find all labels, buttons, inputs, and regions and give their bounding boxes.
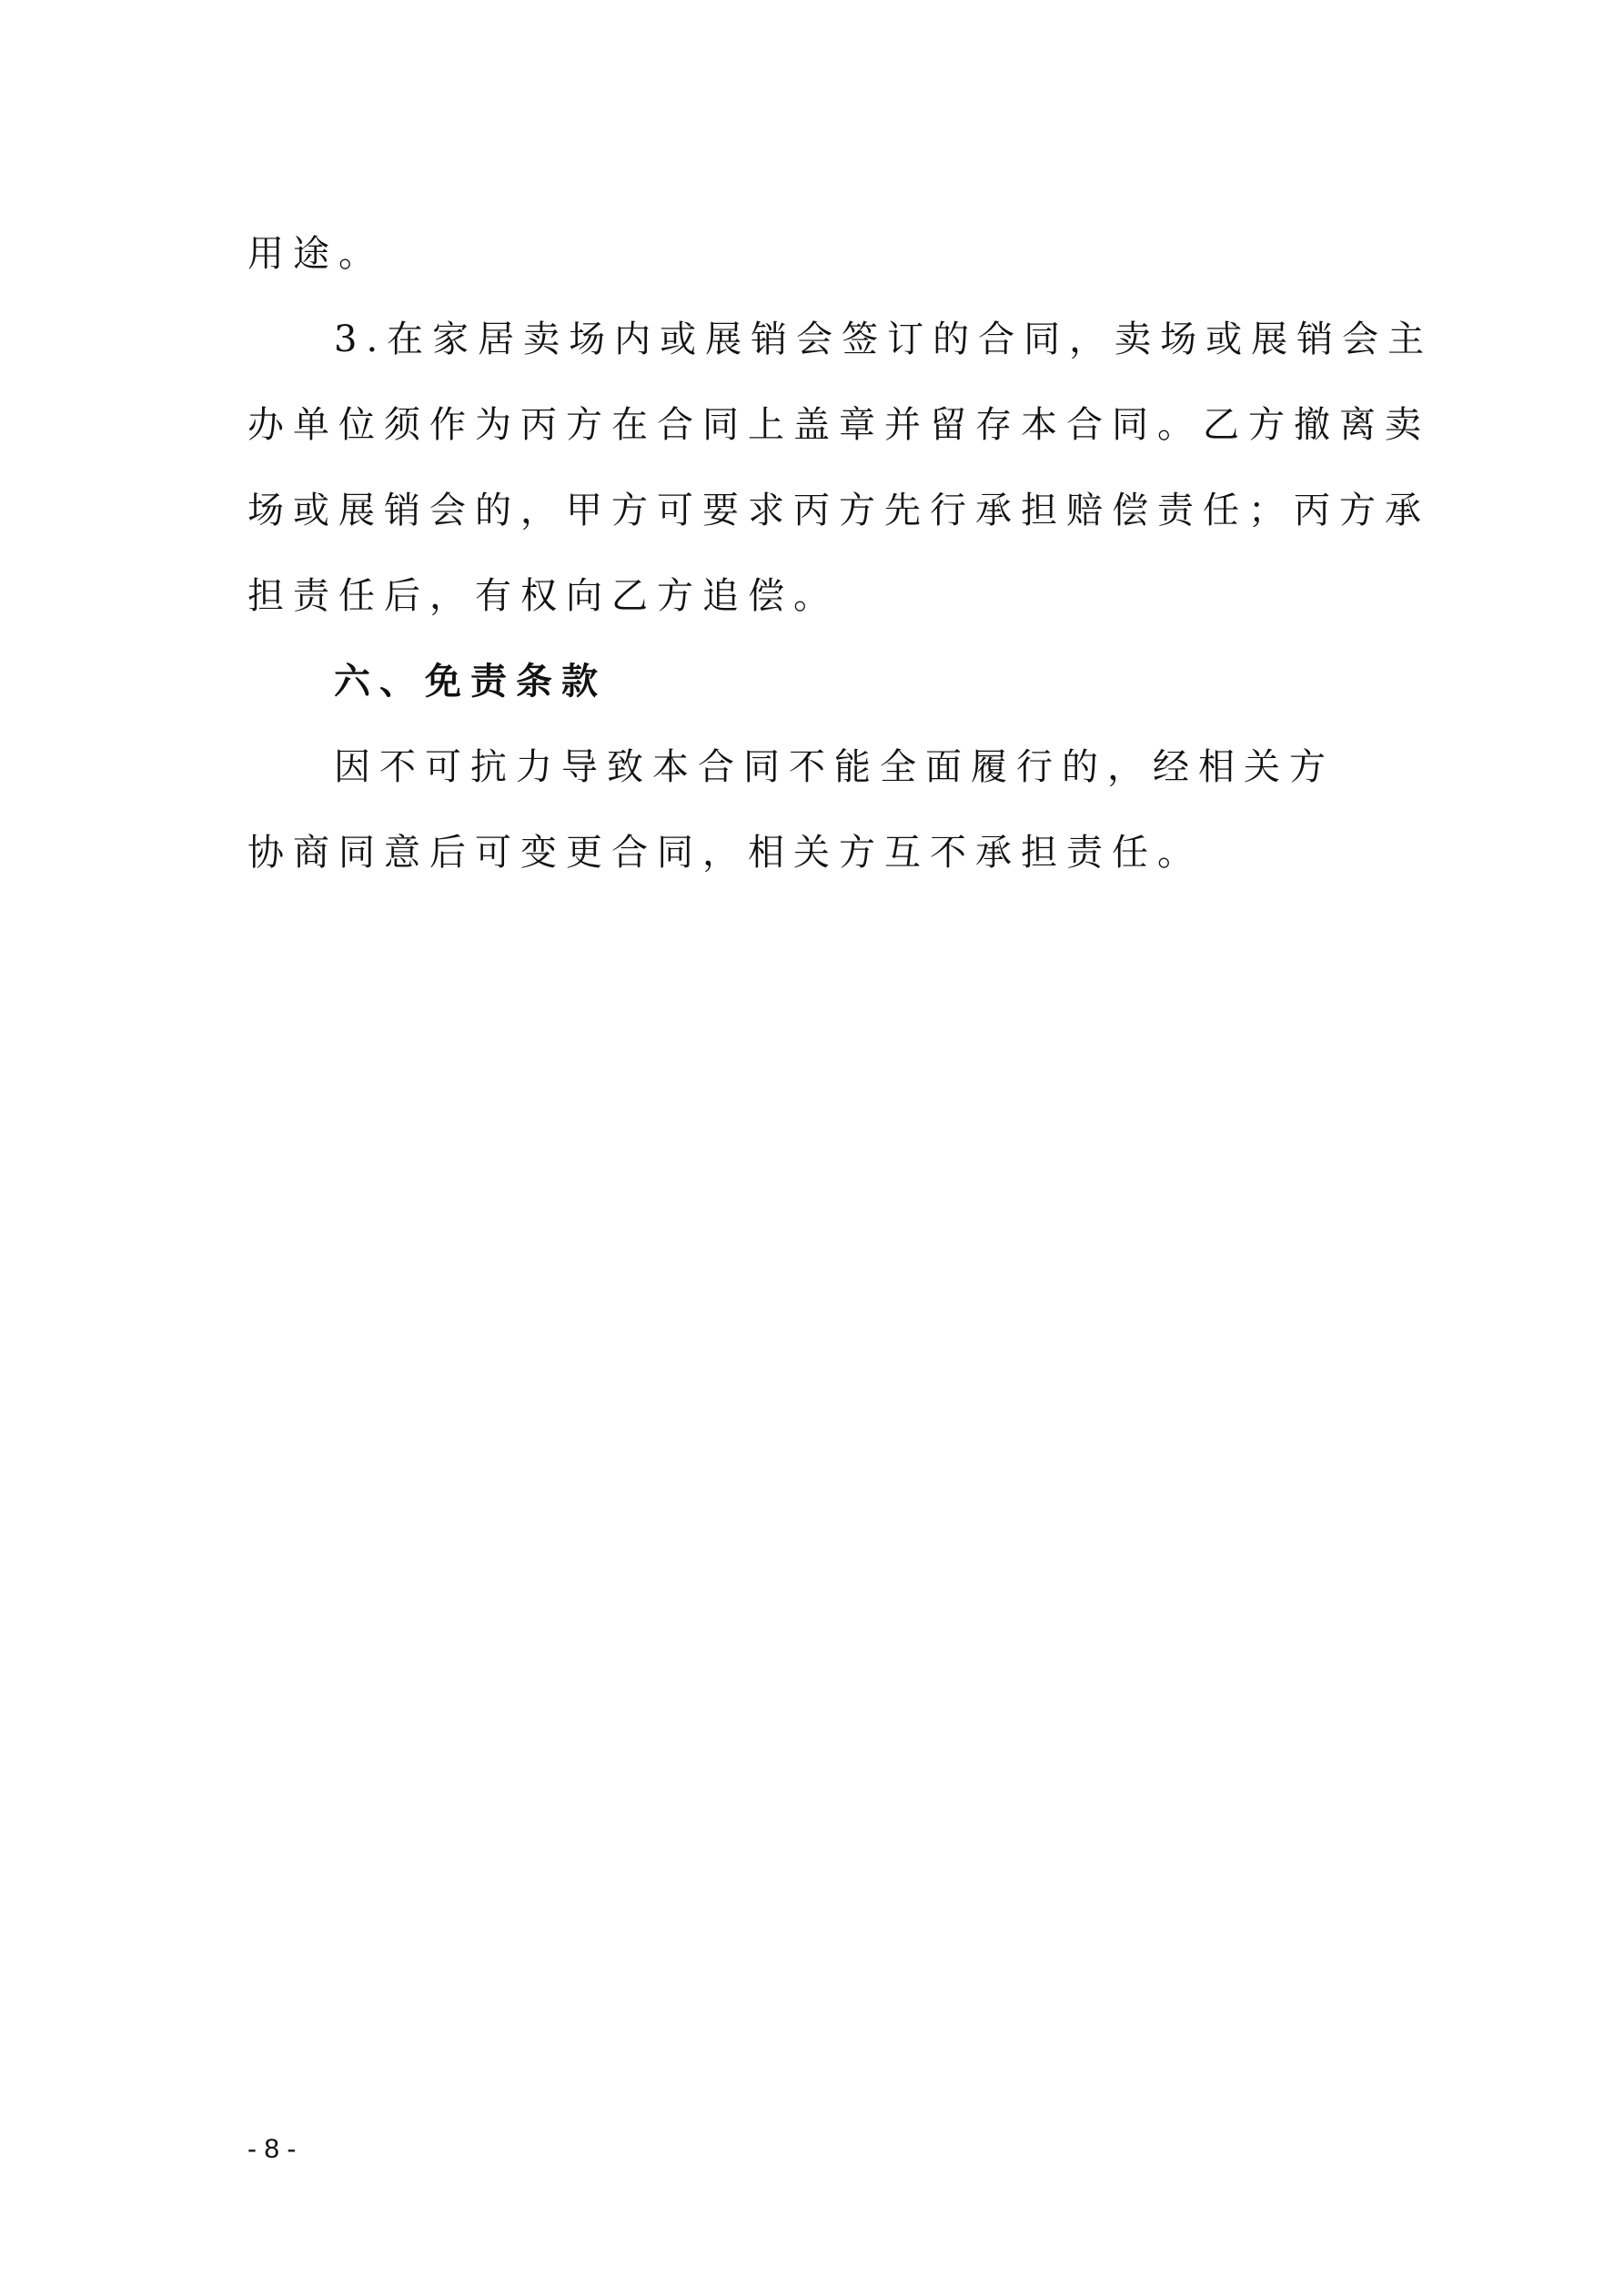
- paragraph-line: 办单位须作为丙方在合同上盖章并留存本合同。乙方撤离卖: [247, 404, 1430, 446]
- page-number: - 8 -: [247, 2134, 297, 2164]
- paragraph-line: 担责任后，有权向乙方追偿。: [247, 575, 839, 617]
- section-heading: 六、免责条款: [334, 661, 607, 703]
- paragraph-line: 用途。: [247, 233, 384, 275]
- clause-3-line: 3.在家居卖场内或展销会签订的合同，卖场或展销会主: [334, 319, 1434, 360]
- section-paragraph-line: 协商同意后可变更合同，相关方互不承担责任。: [247, 832, 1203, 874]
- body-text: [247, 211, 1434, 895]
- section-paragraph-line: 因不可抗力导致本合同不能全面履行的，经相关方: [334, 746, 1335, 788]
- paragraph-line: 场或展销会的，甲方可要求丙方先行承担赔偿责任；丙方承: [247, 490, 1430, 531]
